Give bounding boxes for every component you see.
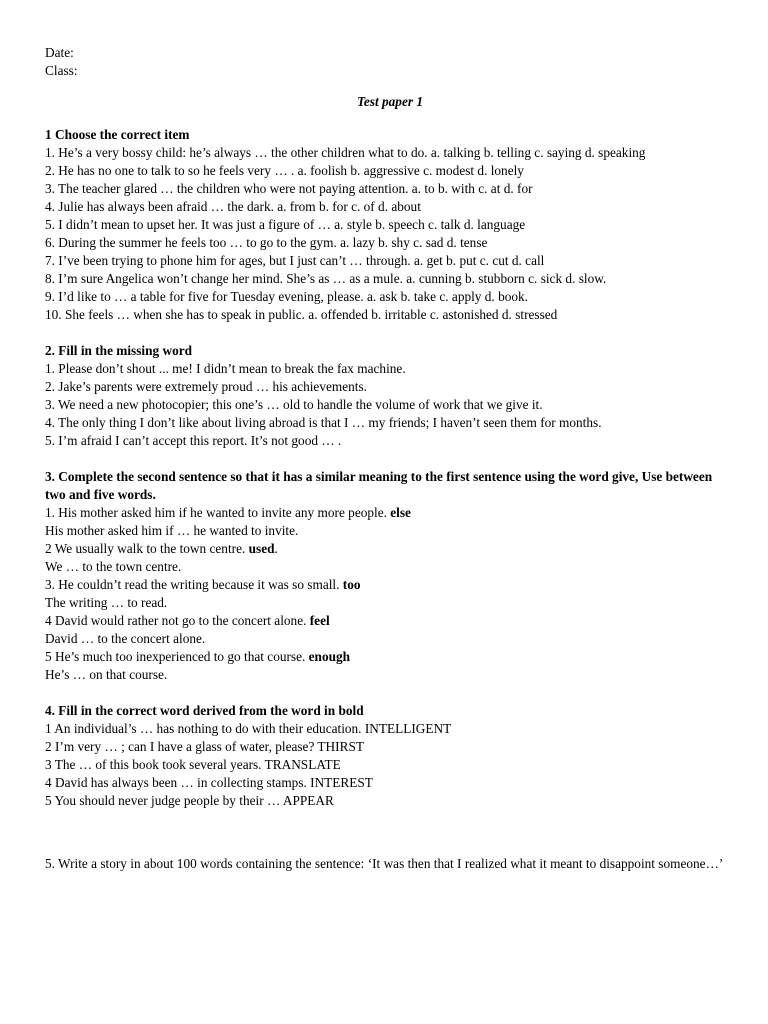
keyword: else [390,505,411,520]
question-text: 5 He’s much too inexperienced to go that course. [45,649,309,664]
question-item: 3. The teacher glared … the children who were not paying attention. a. to b. with c. at d. for [45,181,533,196]
question-item [45,576,735,594]
question-item: 3. We need a new photocopier; this one’s … old to handle the volume of work that we give it. [45,397,543,412]
section-2-heading: 2. Fill in the missing word [45,343,193,358]
page-title: Test paper 1 [357,94,423,109]
question-item: 10. She feels … when she has to speak in public. a. offended b. irritable c. astonished d. stressed [45,307,558,322]
class-label: Class: [45,63,78,78]
question-item: 3 The … of this book took several years. TRANSLATE [45,757,341,772]
question-item: 4. The only thing I don’t like about living abroad is that I … my friends; I haven’t seen them for months. [45,415,602,430]
question-item: 9. I’d like to … a table for five for Tuesday evening, please. a. ask b. take c. apply d. book. [45,289,528,304]
question-item: 1. Please don’t shout ... me! I didn’t mean to break the fax machine. [45,361,406,376]
question-tail: . [274,541,278,556]
question-item [45,648,735,666]
keyword: feel [309,613,330,628]
question-item: 2. Jake’s parents were extremely proud … his achievements. [45,379,367,394]
question-item: 1 An individual’s … has nothing to do with their education. INTELLIGENT [45,721,452,736]
section-1-heading: 1 Choose the correct item [45,127,190,142]
question-item: 5. I didn’t mean to upset her. It was just a figure of … a. style b. speech c. talk d. language [45,217,526,232]
question-text: 2 We usually walk to the town centre. [45,541,249,556]
date-label: Date: [45,45,74,60]
question-item: 2 I’m very … ; can I have a glass of water, please? THIRST [45,739,364,754]
answer-line: David … to the concert alone. [45,631,206,646]
question-item: 5. I’m afraid I can’t accept this report. It’s not good … . [45,433,342,448]
section-4-heading: 4. Fill in the correct word derived from the word in bold [45,703,364,718]
question-text: 1. His mother asked him if he wanted to invite any more people. [45,505,391,520]
keyword: enough [308,649,351,664]
answer-line: The writing … to read. [45,595,168,610]
question-item: 6. During the summer he feels too … to go to the gym. a. lazy b. shy c. sad d. tense [45,235,488,250]
question-text: 4 David would rather not go to the concert alone. [45,613,310,628]
question-item: 7. I’ve been trying to phone him for ages, but I just can’t … through. a. get b. put c. cut d. call [45,253,545,268]
question-item [45,540,735,558]
section-5-task: 5. Write a story in about 100 words containing the sentence: ‘It was then that I realized what it meant to disappoint someone…’ [45,856,724,871]
keyword: too [342,577,361,592]
question-item: 2. He has no one to talk to so he feels very … . a. foolish b. aggressive c. modest d. lonely [45,163,524,178]
question-text: 3. He couldn’t read the writing because it was so small. [45,577,343,592]
question-item: 4. Julie has always been afraid … the dark. a. from b. for c. of d. about [45,199,421,214]
answer-line: He’s … on that course. [45,667,168,682]
question-item [45,612,735,630]
question-item: 5 You should never judge people by their … APPEAR [45,793,334,808]
question-item [45,504,735,522]
section-3-heading: 3. Complete the second sentence so that it has a similar meaning to the first sentence using the word give, Use between two and five words. [45,469,713,502]
keyword: used [248,541,275,556]
question-item: 8. I’m sure Angelica won’t change her mind. She’s as … as a mule. a. cunning b. stubborn c. sick d. slow. [45,271,607,286]
question-item: 1. He’s a very bossy child: he’s always … the other children what to do. a. talking b. telling c. saying d. speaking [45,145,646,160]
answer-line: His mother asked him if … he wanted to invite. [45,523,299,538]
test-paper [45,44,735,873]
question-item: 4 David has always been … in collecting stamps. INTEREST [45,775,373,790]
answer-line: We … to the town centre. [45,559,182,574]
